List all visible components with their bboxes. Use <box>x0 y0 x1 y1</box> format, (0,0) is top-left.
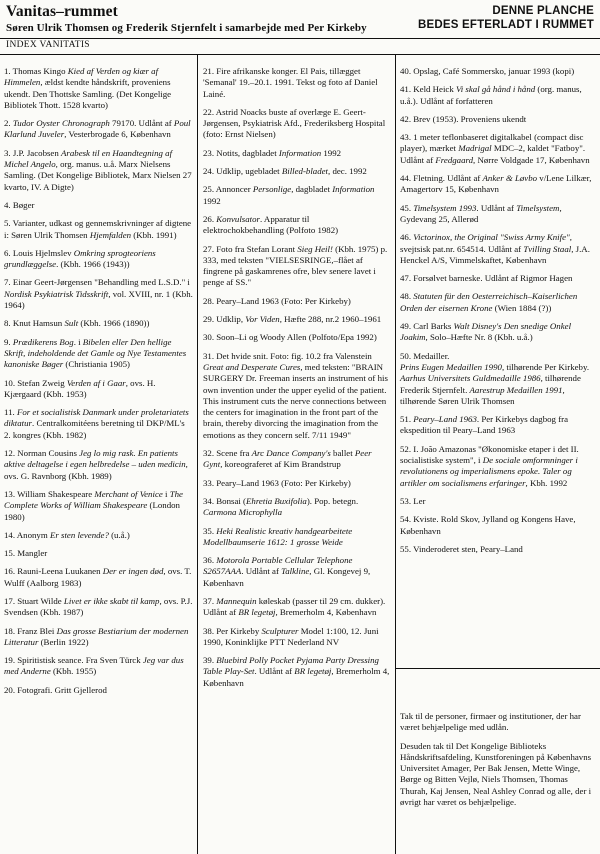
column-divider-1 <box>197 55 198 854</box>
index-entry: 25. Annoncer Personlige, dagbladet Information 1992 <box>203 184 375 206</box>
index-entry: 10. Stefan Zweig Verden af i Gaar, ovs. H. Kjærgaard (Kbh. 1953) <box>4 377 156 399</box>
thanks-divider <box>396 668 600 669</box>
page-subtitle: Søren Ulrik Thomsen og Frederik Stjernfelt i samarbejde med Per Kirkeby <box>6 22 367 34</box>
index-entry: 30. Soon–Li og Woody Allen (Polfoto/Epa 1992) <box>203 332 377 343</box>
index-entry: 29. Udklip, Vor Viden, Hæfte 288, nr.2 1960–1961 <box>203 314 382 325</box>
acknowledgements <box>400 711 594 815</box>
index-entry: 26. Konvulsator. Apparatur til elektrochokbehandling (Polfoto 1982) <box>203 213 339 236</box>
index-entry: 45. Timelsystem 1993. Udlånt af Timelsystem, Gydevang 25, Allerød <box>400 202 562 224</box>
acknowledgement-paragraph: Tak til de personer, firmaer og institutioner, der har været behjælpelige med udlån. <box>400 711 581 733</box>
index-entry: 13. William Shakespeare Merchant of Venice i The Complete Works of William Shakespeare (London 1980) <box>4 488 183 522</box>
index-entry: 44. Fletning. Udlånt af Anker & Løvbo v/Lene Lilkær, Amagertorv 15, København <box>400 173 592 195</box>
index-entry: 18. Franz Blei Das grosse Bestiarium der modernen Litteratur (Berlin 1922) <box>4 625 189 647</box>
index-entry: 19. Spiritistisk seance. Fra Sven Türck Jeg var dus med Anderne (Kbh. 1955) <box>4 655 184 677</box>
index-entry: 53. Ler <box>400 495 426 506</box>
index-entry: 23. Notits, dagbladet Information 1992 <box>203 147 342 158</box>
index-heading: INDEX VANITATIS <box>6 40 90 50</box>
index-entry: 40. Opslag, Café Sommersko, januar 1993 (kopi) <box>400 66 575 76</box>
index-entry: 11. For et socialistisk Danmark under proletariatets diktatur. Centralkomitéens beretning til DKP/ML's 2. kongres (Kbh. 1982) <box>4 407 189 440</box>
index-entry: 51. Peary–Land 1963. Per Kirkebys dagbog fra ekspedition til Peary–Land 1963 <box>400 414 569 436</box>
index-entry: 17. Stuart Wilde Livet er ikke skabt til kamp, ovs. P.J. Svendsen (Kbh. 1987) <box>4 595 193 618</box>
index-entry: 27. Foto fra Stefan Lorant Sieg Heil! (Kbh. 1975) p. 333, med teksten "VIELSESRINGE,–flået af fingrene på gaskamrenes ofre, blev senere lavet i penge af SS." <box>203 243 388 288</box>
index-entry: 52. I. João Amazonas "Økonomiske etaper i det II. socialistiske system", i De sociale omformninger i revolutionens og imperialismens epoke. Taler og artikler om socialismens erfaringer, Kbh. 1992 <box>400 443 579 488</box>
leave-in-room-notice <box>418 4 594 32</box>
index-divider <box>0 54 600 55</box>
index-entry: 42. Brev (1953). Proveniens ukendt <box>400 113 527 124</box>
index-entry: 37. Mannequin køleskab (passer til 29 cm. dukker). Udlånt af BR legetøj, Bremerholm 4, København <box>203 595 386 618</box>
index-entry: 54. Kviste. Rold Skov, Jylland og Kongens Have, København <box>400 514 576 536</box>
index-entry: 28. Peary–Land 1963 (Foto: Per Kirkeby) <box>203 295 351 306</box>
index-entry: 41. Keld Heick Vi skal gå hånd i hånd (org. manus, u.å.). Udlånt af forfatteren <box>400 84 582 106</box>
index-entry: 20. Fotografi. Gritt Gjellerod <box>4 684 107 695</box>
index-entry: 24. Udklip, ugebladet Billed-bladet, dec. 1992 <box>203 166 367 177</box>
index-entry: 8. Knut Hamsun Sult (Kbh. 1966 (1890)) <box>4 318 150 329</box>
index-entry: 22. Astrid Noacks buste af overlæge E. Geert-Jørgensen, Psykiatrisk Afd., Frederiksberg Hospital (foto: Ernst Nielsen) <box>203 106 386 140</box>
index-entry: 43. 1 meter teflonbaseret digitalkabel (compact disc player), mærket Madrigal MDC–2, kaldet "Fatboy". Udlånt af Fredgaard, Nørre Voldgade 17, København <box>400 132 590 165</box>
index-entry: 55. Vinderoderet sten, Peary–Land <box>400 543 523 554</box>
column-divider-2 <box>395 55 396 854</box>
index-entry: 35. Heki Realistic kreativ handgearbeitete Modellbaumserie 1612: 1 grosse Weide <box>203 525 353 547</box>
index-entry: 6. Louis Hjelmslev Omkring sprogteoriens grundlæggelse. (Kbh. 1966 (1943)) <box>4 247 156 270</box>
index-entry: 15. Mangler <box>4 548 48 559</box>
index-entry: 31. Det hvide snit. Foto: fig. 10.2 fra Valenstein Great and Desperate Cures, med teksten: "BRAIN SURGERY Dr. Freeman inserts an instrument of his own invention under the upper eyelid of the patient. This instrument cuts the nerve connections between the centers for imagination in the front part of the brain, thereby divorcing the imagination from the emotions as they concern self. 7/11 1949" <box>203 350 388 440</box>
notice-line-2: BEDES EFTERLADT I RUMMET <box>417 19 594 31</box>
index-entry: 49. Carl Barks Walt Disney's Den snedige Onkel Joakim, Solo–Hæfte Nr. 8 (Kbh. u.å.) <box>400 321 572 343</box>
index-entry: 2. Tudor Oyster Chronograph 79170. Udlånt af Poul Klarlund Juveler, Vesterbrogade 6, København <box>4 118 191 140</box>
index-entry: 38. Per Kirkeby Sculpturer Model 1:100, 12. Juni 1990, Koninklijke PTT Nederland NV <box>203 625 379 647</box>
index-entry: 34. Bonsai (Ehretia Buxifolia). Pop. betegn. Carmona Microphylla <box>203 495 359 518</box>
index-entry: 12. Norman Cousins Jeg lo mig rask. En patients aktive deltagelse i egen helbredelse – uden medicin, ovs. G. Ravnborg (Kbh. 1989) <box>4 448 188 481</box>
index-entry: 32. Scene fra Arc Dance Company's ballet Peer Gynt, koreograferet af Kim Brandstrup <box>203 448 372 470</box>
index-entry: 47. Forsølvet barneske. Udlånt af Rigmor Hagen <box>400 273 573 284</box>
index-entry: 9. Prædikerens Bog. i Bibelen eller Den hellige Skrift, indeholdende det Gamle og Nye Testamentes kanoniske Bøger (Christiania 1905) <box>4 336 187 370</box>
index-column-3 <box>400 66 594 562</box>
index-column-1 <box>4 66 193 703</box>
index-entry: 1. Thomas Kingo Kied af Verden og kiær af Himmelen, ældst kendte håndskrift, proveniens ukendt. Den Thottske Samling. (Det Kongelige Bibliotek Thott. 1528 kvarto) <box>4 66 172 110</box>
index-entry: 46. Victorinox, the Original "Swiss Army Knife", svejtsisk pat.nr. 654514. Udlånt af Tvilling Staal, J.A. Henckel A/S, Vimmelskaftet, København <box>400 232 590 265</box>
index-entry: 21. Fire afrikanske konger. El Pais, tillægget 'Semanal' 19.–20.1. 1991. Tekst og foto af Daniel Lainé. <box>203 66 378 99</box>
index-entry: 5. Varianter, udkast og gennemskrivninger af digtene i: Søren Ulrik Thomsen Hjemfalden (Kbh. 1991) <box>4 218 192 240</box>
acknowledgement-paragraph: Desuden tak til Det Kongelige Biblioteks Håndskriftsafdeling, Kunstforeningen på Københavns Universitet Amager, Per Bak Jensen, Mette Winge, Børge og Bitten Vejlø, Niels Thomsen, Thomas Thurah, Kaj Jensen, Neal Ashley Conrad og alle, der i øvrigt har været os behjælpelige. <box>400 740 592 808</box>
index-column-2 <box>203 66 390 696</box>
header-divider <box>0 38 600 39</box>
index-entry: 4. Bøger <box>4 199 35 210</box>
notice-line-1: DENNE PLANCHE <box>492 5 594 17</box>
index-entry: 50. Medailler. Prins Eugen Medaillen 1990, tilhørende Per Kirkeby. Aarhus Universitets Guldmedaille 1986, tilhørende Frederik Stjernfelt. Aarestrup Medaillen 1991, tilhørende Søren Ulrik Thomsen <box>400 350 590 406</box>
index-entry: 14. Anonym Er sten levende? (u.å.) <box>4 529 130 540</box>
index-entry: 3. J.P. Jacobsen Arabesk til en Haandtegning af Michel Angelo, org. manus. u.å. Marx Nielsens Samling. (Det Kongelige Bibliotek, Marx Nielsen 27 kvarto, IV. A Digte) <box>4 147 192 192</box>
index-entry: 36. Motorola Portable Cellular Telephone S2657AAA. Udlånt af Talkline, Gl. Kongevej 9, København <box>203 555 371 588</box>
index-entry: 7. Einar Geert-Jørgensen "Behandling med L.S.D." i Nordisk Psykiatrisk Tidsskrift, vol. XVIII, nr. 1 (Kbh. 1964) <box>4 277 193 311</box>
index-entry: 48. Statuten für den Oesterreichisch–Kaiserlichen Orden der eisernen Krone (Wien 1884 (?)) <box>400 291 578 313</box>
index-entry: 39. Bluebird Polly Pocket Pyjama Party Dressing Table Play-Set. Udlånt af BR legetøj, Bremerholm 4, København <box>203 655 390 688</box>
page-title: Vanitas–rummet <box>6 3 118 20</box>
index-entry: 16. Rauni-Leena Luukanen Der er ingen død, ovs. T. Wulff (Aalborg 1983) <box>4 566 192 588</box>
index-entry: 33. Peary–Land 1963 (Foto: Per Kirkeby) <box>203 477 351 488</box>
